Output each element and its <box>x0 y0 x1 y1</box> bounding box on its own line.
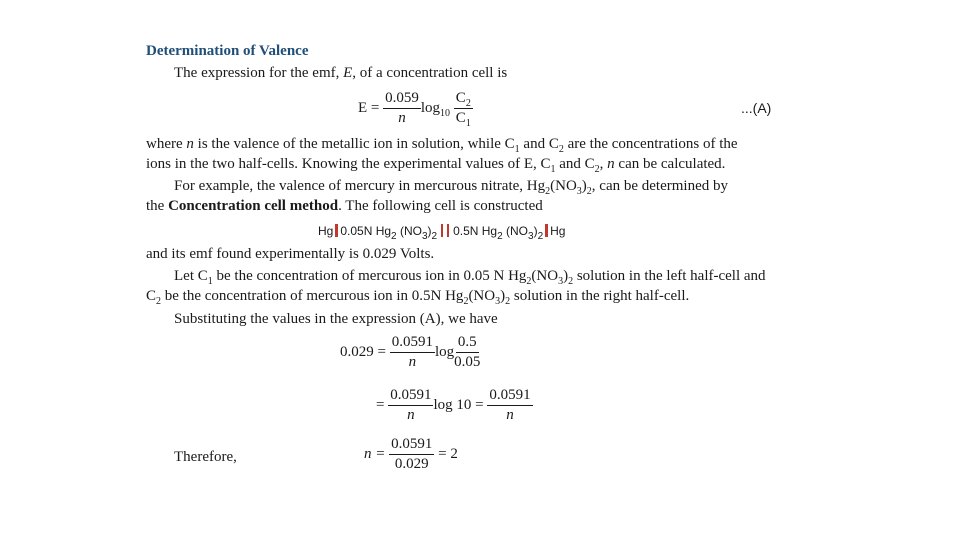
substituting-line: Substituting the values in the expression (A), we have <box>174 311 498 327</box>
therefore-label: Therefore, <box>174 449 237 465</box>
intro-line: The expression for the emf, E, of a concentration cell is <box>174 65 508 81</box>
eq2-conc-fraction: $\frac{0.5}{0.05}$ <box>454 334 481 370</box>
equation-2: 0.029 = $\frac{0.0591}{n}$ log $\frac{0.5}{0.05}$ <box>340 334 481 370</box>
cell-notation: Hg 0.05N $Hg_2$ $(NO_3)_2$ 0.5N $Hg_2$ $(NO_3)_2$ Hg <box>318 224 566 242</box>
eq3-fraction: $\frac{0.0591}{n}$ <box>390 387 432 423</box>
para1-line2: ions in the two half-cells. Knowing the experimental values of E, $C_1$ and $C_2$, n can be calculated. <box>146 156 726 175</box>
eqA-conc-fraction: $\frac{C_2}{C_1}$ <box>455 90 471 129</box>
eq2-fraction: $\frac{0.0591}{n}$ <box>391 334 433 370</box>
salt-bridge-bar <box>441 224 449 237</box>
para3-line2: $C_2$ be the concentration of mercurous ion in 0.5N $Hg_2(NO_3)_2$ solution in the right half-cell. <box>146 288 690 307</box>
section-heading: Determination of Valence <box>146 43 309 59</box>
para3-line1: Let $C_1$ be the concentration of mercurous ion in 0.05 N $Hg_2(NO_3)_2$ solution in the left half-cell and <box>174 268 766 287</box>
emf-line: and its emf found experimentally is 0.029 Volts. <box>146 246 435 262</box>
para1-line1: where n is the valence of the metallic ion in solution, while $C_1$ and $C_2$ are the concentrations of the <box>146 136 738 155</box>
eqA-fraction: $\frac{0.059}{n}$ <box>385 90 419 126</box>
equation-tag: ...(A) <box>741 100 772 116</box>
eq4-fraction: $\frac{0.0591}{0.029}$ <box>391 436 433 472</box>
electrode-bar-left <box>335 224 338 237</box>
equation-4: n = $\frac{0.0591}{0.029}$ = 2 <box>364 436 458 472</box>
eq3-result-fraction: $\frac{0.0591}{n}$ <box>489 387 531 423</box>
equation-a: E = $\frac{0.059}{n}$ $\log_{10}$ $\frac{C_2}{C_1}$ <box>358 90 471 129</box>
para2-line1: For example, the valence of mercury in mercurous nitrate, $Hg_2(NO_3)_2$, can be determined by <box>174 178 728 197</box>
electrode-bar-right <box>545 224 548 237</box>
para2-line2: the Concentration cell method. The following cell is constructed <box>146 198 543 214</box>
equation-3: = $\frac{0.0591}{n}$ log 10 = $\frac{0.0591}{n}$ <box>376 387 531 423</box>
